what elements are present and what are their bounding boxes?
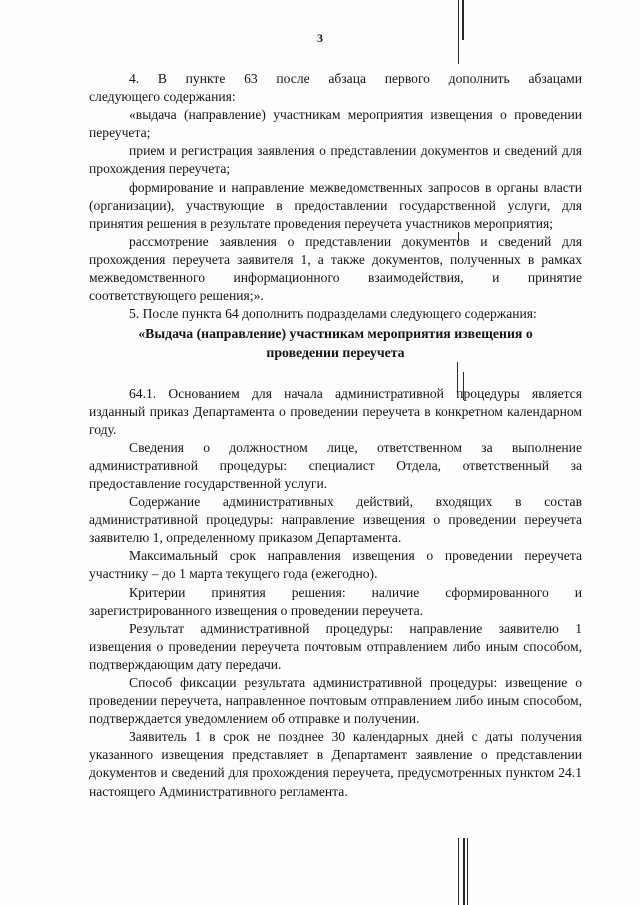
paragraph: Результат административной процедуры: направление заявителю 1 извещения о проведении переучета почтовым отправлением либо иным способом, подтверждающим дату передачи. — [89, 620, 582, 672]
paragraph: рассмотрение заявления о представлении документов и сведений для прохождения переучета заявителя 1, а также документов, полученных в рамках межведомственного информационного взаимодействия, и принятие соответствующего решения;». — [89, 233, 582, 304]
paragraph: Сведения о должностном лице, ответственном за выполнение административной процедуры: специалист Отдела, ответственный за предоставление государственной услуги. — [89, 439, 582, 491]
scan-artifact-line — [467, 838, 468, 905]
paragraph: Способ фиксации результата административной процедуры: извещение о проведении переучета, направленное почтовым отправлением либо иным способом, подтверждается уведомлением об отправке и получении. — [89, 675, 582, 727]
paragraph: прием и регистрация заявления о представлении документов и сведений для прохождения переучета; — [89, 143, 582, 177]
paragraph: Заявитель 1 в срок не позднее 30 календарных дней с даты получения указанного извещения представляет в Департамент заявление о представлении документов и сведений для прохождения переучета, предусмотренных пунктом 24.1 настоящего Административного регламента. — [89, 729, 582, 799]
paragraph: следующего содержания: — [89, 89, 236, 105]
paragraph: «выдача (направление) участникам мероприятия извещения о проведении переучета; — [89, 107, 582, 141]
paragraph: Содержание административных действий, входящих в состав административной процедуры: направление извещения о проведении переучета заявителю 1, определенному приказом Департамента. — [89, 494, 582, 546]
paragraph: 4. В пункте 63 после абзаца первого дополнить абзацами — [129, 71, 582, 86]
document-body — [89, 70, 582, 801]
section-heading-line: проведении переучета — [266, 344, 405, 360]
section-heading-line: «Выдача (направление) участникам мероприятия извещения о — [138, 326, 533, 342]
scan-artifact-line — [463, 838, 465, 905]
scan-artifact-line — [458, 838, 459, 905]
paragraph: Максимальный срок направления извещения о проведении переучета участнику – до 1 марта текущего года (ежегодно). — [89, 548, 582, 582]
paragraph: формирование и направление межведомственных запросов в органы власти (организации), участвующие в предоставлении государственной услуги, для принятия решения в результате проведения переучета участников мероприятия; — [89, 179, 582, 231]
paragraph: 5. После пункта 64 дополнить подразделами следующего содержания: — [129, 306, 537, 322]
paragraph: 64.1. Основанием для начала административной процедуры является изданный приказ Департамента о проведении переучета в конкретном календарном году. — [89, 385, 582, 437]
paragraph: Критерии принятия решения: наличие сформированного и зарегистрированного извещения о проведении переучета. — [89, 584, 582, 618]
page-number: 3 — [317, 31, 323, 45]
section-heading — [89, 325, 582, 362]
